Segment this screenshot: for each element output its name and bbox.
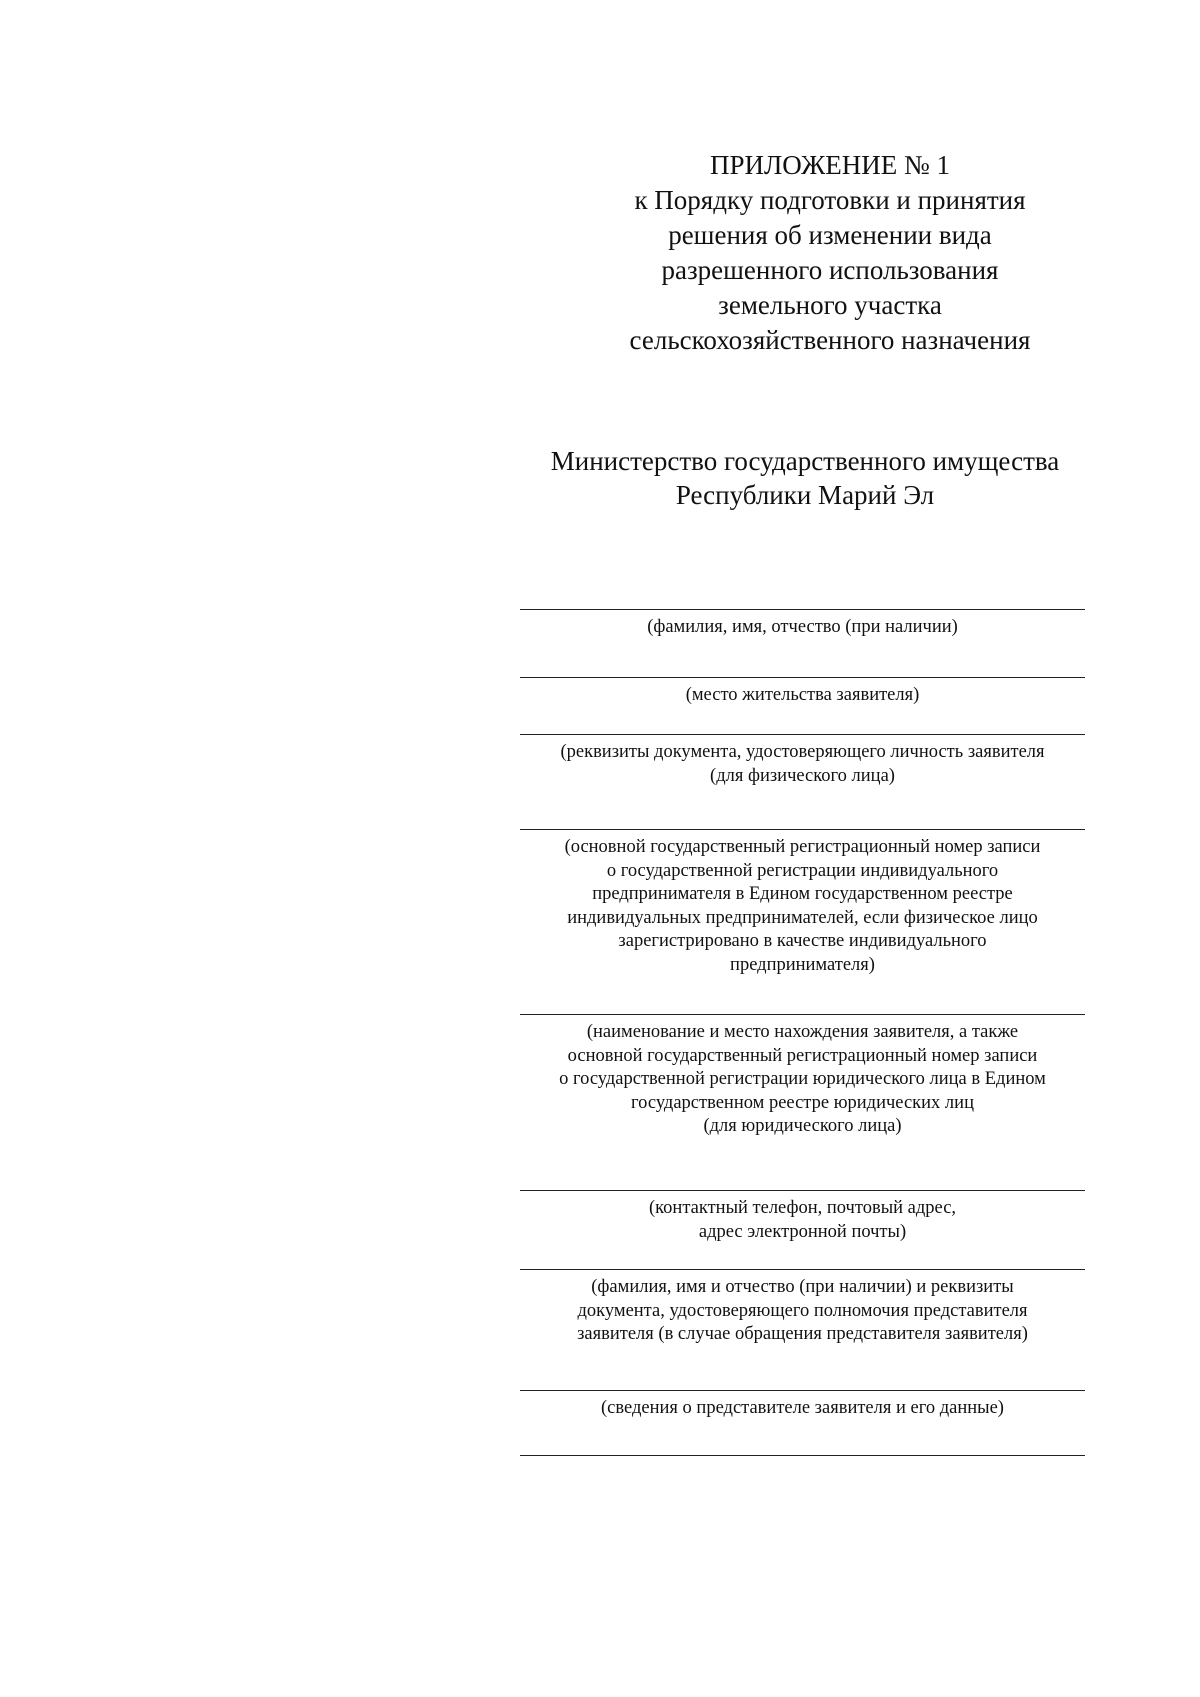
recipient-name-line: Республики Марий Эл xyxy=(675,480,935,510)
appendix-subtitle-line: к Порядку подготовки и принятия xyxy=(634,185,1026,215)
appendix-subtitle-line: земельного участка xyxy=(718,290,942,320)
trailing-blank-field[interactable] xyxy=(520,1455,1085,1456)
recipient-name-line: Министерство государственного имущества xyxy=(550,446,1060,476)
fill-in-line[interactable] xyxy=(520,1455,1085,1456)
field-caption: (наименование и место нахождения заявителя, а также основной государственный регистрационный номер записи о государственной регистрации юридического лица в Едином государственном реестре юридических лиц (для юридического лица) xyxy=(559,1022,1046,1136)
appendix-subtitle-line: разрешенного использования xyxy=(661,255,999,285)
applicant-full-name-field[interactable] xyxy=(520,609,1085,640)
appendix-subtitle-line: решения об изменении вида xyxy=(668,220,992,250)
appendix-header xyxy=(590,148,1070,358)
field-caption: (сведения о представителе заявителя и его данные) xyxy=(601,1398,1004,1418)
applicant-legal-entity-field[interactable] xyxy=(520,1014,1085,1139)
field-caption: (фамилия, имя, отчество (при наличии) xyxy=(647,617,958,637)
field-caption: (фамилия, имя и отчество (при наличии) и реквизиты документа, удостоверяющего полномочия представителя заявителя (в случае обращения представителя заявителя) xyxy=(577,1277,1028,1344)
applicant-residence-field[interactable] xyxy=(520,677,1085,708)
applicant-id-document-field[interactable] xyxy=(520,734,1085,788)
recipient-block xyxy=(525,444,1085,512)
representative-credentials-field[interactable] xyxy=(520,1269,1085,1347)
applicant-ogrnip-field[interactable] xyxy=(520,829,1085,977)
appendix-subtitle-line: сельскохозяйственного назначения xyxy=(629,325,1031,355)
applicant-contacts-field[interactable] xyxy=(520,1190,1085,1244)
field-caption: (реквизиты документа, удостоверяющего личность заявителя (для физического лица) xyxy=(560,742,1045,786)
field-caption: (место жительства заявителя) xyxy=(685,685,920,705)
representative-details-field[interactable] xyxy=(520,1390,1085,1421)
field-caption: (контактный телефон, почтовый адрес, адрес электронной почты) xyxy=(648,1198,957,1242)
appendix-title: ПРИЛОЖЕНИЕ № 1 xyxy=(709,150,951,180)
field-caption: (основной государственный регистрационный номер записи о государственной регистрации индивидуального предпринимателя в Едином государственном реестре индивидуальных предпринимателей, если физическое лицо зарегистрировано в качестве индивидуального предпринимателя) xyxy=(564,837,1041,975)
